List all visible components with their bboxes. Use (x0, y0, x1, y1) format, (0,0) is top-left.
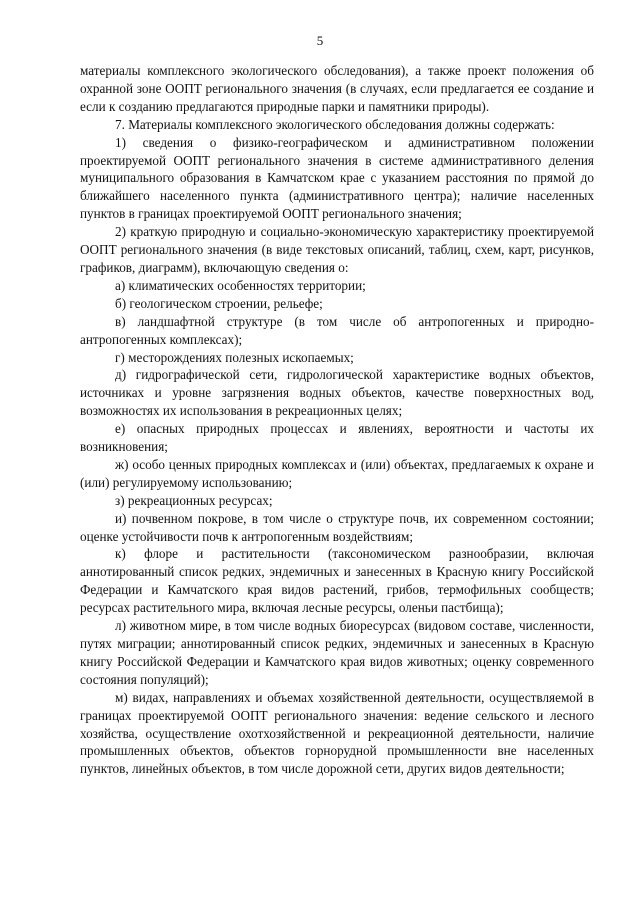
paragraph-subitem-g: г) месторождениях полезных ископаемых; (115, 349, 354, 365)
paragraph-item-7: 7. Материалы комплексного экологического обследования должны содержать: (115, 116, 555, 132)
paragraph-subitem-z: з) рекреационных ресурсах; (115, 492, 273, 508)
paragraph-subitem-d: д) гидрографической сети, гидрологической характеристике водных объектов, источниках и уровне загрязнения водных объектов, качестве поверхностных вод, возможностях их использования в рекреационных целях; (80, 367, 594, 419)
paragraph-subitem-e: е) опасных природных процессах и явлениях, вероятности и частоты их возникновения; (80, 421, 594, 455)
paragraph-subitem-2: 2) краткую природную и социально-экономическую характеристику проектируемой ООПТ регионального значения (в виде текстовых описаний, таблиц, схем, карт, рисунков, графиков, диаграмм), включающую сведения о: (80, 224, 594, 275)
paragraph-subitem-zh: ж) особо ценных природных комплексах и (или) объектах, предлагаемых к охране и (или) регулируемому использованию; (80, 456, 594, 490)
page-number: 5 (316, 33, 324, 48)
paragraph-subitem-i: и) почвенном покрове, в том числе о структуре почв, их современном состоянии; оценке устойчивости почв к антропогенным воздействиям; (80, 510, 594, 544)
paragraph-subitem-l: л) животном мире, в том числе водных биоресурсах (видовом составе, численности, путях миграции; аннотированный список редких, эндемичных и занесенных в Красную книгу Российской Федерации и Камчатского края видов животных; оценку современного состояния популяций); (80, 618, 594, 687)
paragraph-subitem-k: к) флоре и растительности (таксономическом разнообразии, включая аннотированный список редких, эндемичных и занесенных в Красную книгу Российской Федерации и Камчатского края видов растений, грибов, термофильных сообществ; ресурсах растительного мира, включая лесные ресурсы, оленьи пастбища); (80, 546, 594, 616)
paragraph-subitem-1: 1) сведения о физико-географическом и административном положении проектируемой ООПТ регионального значения в системе административного деления муниципального образования в Камчатском крае с указанием расстояния по прямой до ближайшего населенного пункта (административного центра); наличие населенных пунктов в границах проектируемой ООПТ регионального значения; (80, 134, 594, 222)
paragraph-subitem-m: м) видах, направлениях и объемах хозяйственной деятельности, осуществляемой в границах проектируемой ООПТ регионального значения: ведение сельского и лесного хозяйства, осуществление охотхозяйственной и рекреационной деятельности, наличие промышленных объектов, объектов горнорудной промышленности вне населенных пунктов, линейных объектов, в том числе дорожной сети, других видов деятельности; (80, 689, 594, 777)
paragraph-subitem-a: а) климатических особенностях территории; (115, 277, 366, 293)
paragraph-continuation: материалы комплексного экологического обследования), а также проект положения об охранной зоне ООПТ регионального значения (в случаях, если предлагается ее создание и если к созданию предлагаются природные парки и памятники природы). (80, 63, 594, 114)
paragraph-subitem-b: б) геологическом строении, рельефе; (115, 295, 323, 311)
paragraph-subitem-v: в) ландшафтной структуре (в том числе об антропогенных и природно-антропогенных комплексах); (80, 313, 594, 347)
document-body (80, 62, 594, 778)
